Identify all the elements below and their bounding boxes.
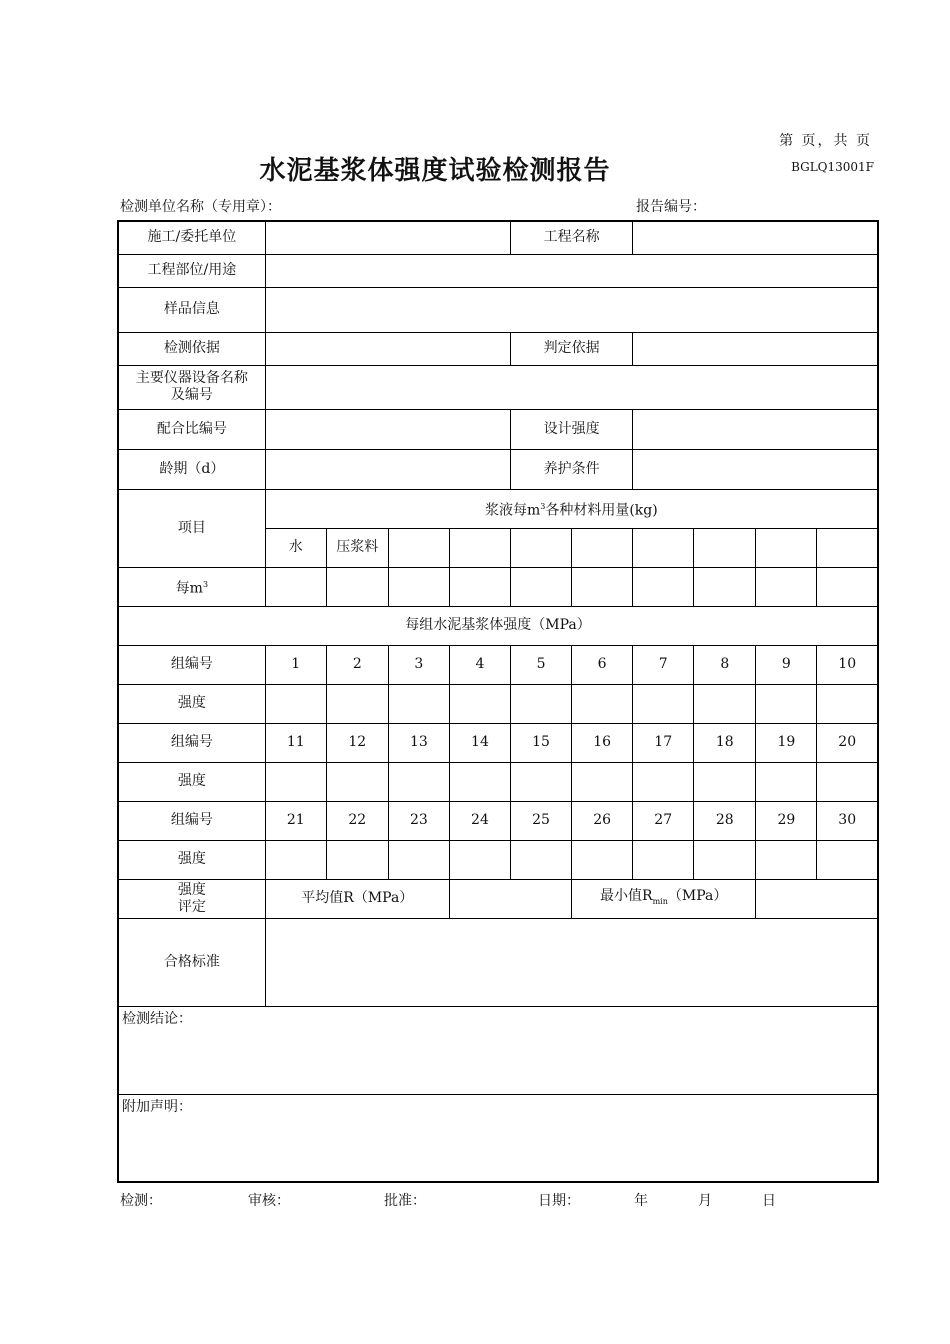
material-name-cell[interactable] bbox=[694, 528, 756, 567]
month-label: 月 bbox=[698, 1193, 712, 1209]
page-title: 水泥基浆体强度试验检测报告 bbox=[259, 156, 611, 186]
group-number: 8 bbox=[694, 645, 756, 684]
strength-label: 强度 bbox=[118, 684, 265, 723]
strength-cell[interactable] bbox=[572, 762, 633, 801]
group-number: 13 bbox=[388, 723, 449, 762]
strength-cell[interactable] bbox=[633, 684, 694, 723]
test-unit-label: 检测单位名称（专用章）： bbox=[120, 199, 281, 215]
approver-label: 批准： bbox=[384, 1193, 426, 1209]
strength-cell[interactable] bbox=[265, 762, 326, 801]
strength-cell[interactable] bbox=[449, 840, 510, 879]
material-amount-cell[interactable] bbox=[817, 567, 878, 606]
group-number: 16 bbox=[572, 723, 633, 762]
average-label: 平均值R（MPa） bbox=[265, 879, 449, 918]
row-standard bbox=[118, 918, 878, 1006]
material-name-cell[interactable] bbox=[817, 528, 878, 567]
judge-basis-label: 判定依据 bbox=[511, 332, 633, 365]
equipment-field[interactable] bbox=[265, 365, 878, 409]
page-number: 第 页，共 页 bbox=[779, 133, 872, 149]
strength-label: 强度 bbox=[118, 762, 265, 801]
mix-no-field[interactable] bbox=[265, 409, 510, 449]
design-strength-field[interactable] bbox=[633, 409, 878, 449]
strength-cell[interactable] bbox=[756, 840, 817, 879]
material-amount-cell[interactable] bbox=[326, 567, 388, 606]
test-basis-label: 检测依据 bbox=[118, 332, 265, 365]
group-number: 29 bbox=[756, 801, 817, 840]
reviewer-label: 审核： bbox=[248, 1193, 290, 1209]
material-name-cell[interactable] bbox=[633, 528, 694, 567]
group-no-label: 组编号 bbox=[118, 801, 265, 840]
mix-no-label: 配合比编号 bbox=[118, 409, 265, 449]
strength-section-title: 每组水泥基浆体强度（MPa） bbox=[118, 606, 878, 645]
group-number: 26 bbox=[572, 801, 633, 840]
judge-basis-field[interactable] bbox=[633, 332, 878, 365]
group-number: 7 bbox=[633, 645, 694, 684]
row-part-use bbox=[118, 254, 878, 287]
group-number: 15 bbox=[511, 723, 572, 762]
row-basis bbox=[118, 332, 878, 365]
group-number: 2 bbox=[326, 645, 388, 684]
strength-cell[interactable] bbox=[388, 684, 449, 723]
group-number: 17 bbox=[633, 723, 694, 762]
item-label: 项目 bbox=[118, 489, 265, 567]
sample-info-label: 样品信息 bbox=[118, 287, 265, 332]
strength-cell[interactable] bbox=[265, 684, 326, 723]
group-number: 9 bbox=[756, 645, 817, 684]
part-use-field[interactable] bbox=[265, 254, 878, 287]
strength-cell[interactable] bbox=[572, 840, 633, 879]
group-number: 28 bbox=[694, 801, 756, 840]
report-number-label: 报告编号： bbox=[636, 199, 706, 215]
test-basis-field[interactable] bbox=[265, 332, 510, 365]
row-evaluation bbox=[118, 879, 878, 918]
row-group-numbers-2 bbox=[118, 723, 878, 762]
material-name-cell[interactable] bbox=[388, 528, 449, 567]
tester-label: 检测： bbox=[120, 1193, 162, 1209]
row-group-numbers-1 bbox=[118, 645, 878, 684]
strength-cell[interactable] bbox=[511, 684, 572, 723]
group-number: 22 bbox=[326, 801, 388, 840]
strength-cell[interactable] bbox=[572, 684, 633, 723]
strength-cell[interactable] bbox=[326, 684, 388, 723]
material-name-cell[interactable] bbox=[756, 528, 817, 567]
group-number: 23 bbox=[388, 801, 449, 840]
minimum-label: 最小值$R_{min}(MPa)$ bbox=[572, 879, 756, 918]
row-strength-1 bbox=[118, 684, 878, 723]
average-field[interactable] bbox=[449, 879, 571, 918]
material-amount-cell[interactable] bbox=[511, 567, 572, 606]
group-number: 4 bbox=[449, 645, 510, 684]
per-m3-label: 每$m^3$ bbox=[118, 567, 265, 606]
strength-cell[interactable] bbox=[511, 840, 572, 879]
row-per-m3 bbox=[118, 567, 878, 606]
row-mix bbox=[118, 409, 878, 449]
material-header: 浆液每$m^3$各种材料用量(kg) bbox=[265, 489, 878, 528]
report-form-table bbox=[117, 220, 879, 1183]
age-field[interactable] bbox=[265, 449, 510, 489]
client-label: 施工/委托单位 bbox=[118, 221, 265, 254]
row-strength-2 bbox=[118, 762, 878, 801]
grout-label: 压浆料 bbox=[326, 528, 388, 567]
standard-field[interactable] bbox=[265, 918, 878, 1006]
material-amount-cell[interactable] bbox=[633, 567, 694, 606]
group-number: 3 bbox=[388, 645, 449, 684]
client-field[interactable] bbox=[265, 221, 510, 254]
conclusion-label: 检测结论： bbox=[122, 1010, 192, 1027]
row-sample-info bbox=[118, 287, 878, 332]
strength-cell[interactable] bbox=[694, 684, 756, 723]
strength-cell[interactable] bbox=[633, 762, 694, 801]
row-client bbox=[118, 221, 878, 254]
material-amount-cell[interactable] bbox=[694, 567, 756, 606]
statement-label: 附加声明： bbox=[122, 1098, 192, 1115]
water-label: 水 bbox=[265, 528, 326, 567]
group-number: 19 bbox=[756, 723, 817, 762]
evaluation-label bbox=[118, 879, 265, 918]
group-number: 27 bbox=[633, 801, 694, 840]
form-code: BGLQ13001F bbox=[791, 160, 874, 174]
strength-cell[interactable] bbox=[326, 840, 388, 879]
strength-cell[interactable] bbox=[817, 684, 878, 723]
strength-cell[interactable] bbox=[388, 762, 449, 801]
day-label: 日 bbox=[762, 1193, 776, 1209]
strength-cell[interactable] bbox=[817, 840, 878, 879]
standard-label: 合格标准 bbox=[118, 918, 265, 1006]
statement-field[interactable] bbox=[118, 1094, 878, 1182]
group-number: 24 bbox=[449, 801, 510, 840]
group-number: 12 bbox=[326, 723, 388, 762]
design-strength-label: 设计强度 bbox=[511, 409, 633, 449]
group-number: 1 bbox=[265, 645, 326, 684]
row-strength-section bbox=[118, 606, 878, 645]
material-name-cell[interactable] bbox=[511, 528, 572, 567]
group-number: 18 bbox=[694, 723, 756, 762]
row-age bbox=[118, 449, 878, 489]
equipment-label bbox=[118, 365, 265, 409]
curing-field[interactable] bbox=[633, 449, 878, 489]
row-strength-3 bbox=[118, 840, 878, 879]
strength-cell[interactable] bbox=[449, 684, 510, 723]
strength-cell[interactable] bbox=[326, 762, 388, 801]
row-statement bbox=[118, 1094, 878, 1182]
material-amount-cell[interactable] bbox=[265, 567, 326, 606]
row-material-header bbox=[118, 489, 878, 528]
group-number: 30 bbox=[817, 801, 878, 840]
equipment-label-line2: 及编号 bbox=[170, 387, 213, 403]
strength-cell[interactable] bbox=[633, 840, 694, 879]
minimum-field[interactable] bbox=[756, 879, 878, 918]
row-group-numbers-3 bbox=[118, 801, 878, 840]
strength-label: 强度 bbox=[118, 840, 265, 879]
material-amount-cell[interactable] bbox=[449, 567, 510, 606]
group-number: 21 bbox=[265, 801, 326, 840]
group-number: 14 bbox=[449, 723, 510, 762]
strength-cell[interactable] bbox=[817, 762, 878, 801]
group-no-label: 组编号 bbox=[118, 645, 265, 684]
sample-info-field[interactable] bbox=[265, 287, 878, 332]
material-amount-cell[interactable] bbox=[388, 567, 449, 606]
material-amount-cell[interactable] bbox=[756, 567, 817, 606]
evaluation-label-line2: 评定 bbox=[177, 898, 206, 915]
group-no-label: 组编号 bbox=[118, 723, 265, 762]
strength-cell[interactable] bbox=[388, 840, 449, 879]
part-use-label: 工程部位/用途 bbox=[118, 254, 265, 287]
date-label: 日期： bbox=[538, 1193, 580, 1209]
year-label: 年 bbox=[634, 1193, 648, 1209]
group-number: 6 bbox=[572, 645, 633, 684]
project-name-label: 工程名称 bbox=[511, 221, 633, 254]
evaluation-label-line1: 强度 bbox=[177, 881, 206, 898]
age-label: 龄期（d） bbox=[118, 449, 265, 489]
group-number: 20 bbox=[817, 723, 878, 762]
strength-cell[interactable] bbox=[511, 762, 572, 801]
group-number: 10 bbox=[817, 645, 878, 684]
material-name-cell[interactable] bbox=[449, 528, 510, 567]
strength-cell[interactable] bbox=[265, 840, 326, 879]
conclusion-field[interactable] bbox=[118, 1006, 878, 1094]
strength-cell[interactable] bbox=[449, 762, 510, 801]
group-number: 5 bbox=[511, 645, 572, 684]
row-equipment bbox=[118, 365, 878, 409]
curing-label: 养护条件 bbox=[511, 449, 633, 489]
material-amount-cell[interactable] bbox=[572, 567, 633, 606]
strength-cell[interactable] bbox=[694, 840, 756, 879]
strength-cell[interactable] bbox=[756, 762, 817, 801]
row-conclusion bbox=[118, 1006, 878, 1094]
project-name-field[interactable] bbox=[633, 221, 878, 254]
strength-cell[interactable] bbox=[694, 762, 756, 801]
equipment-label-line1: 主要仪器设备名称 bbox=[135, 370, 248, 386]
group-number: 25 bbox=[511, 801, 572, 840]
strength-cell[interactable] bbox=[756, 684, 817, 723]
group-number: 11 bbox=[265, 723, 326, 762]
material-name-cell[interactable] bbox=[572, 528, 633, 567]
